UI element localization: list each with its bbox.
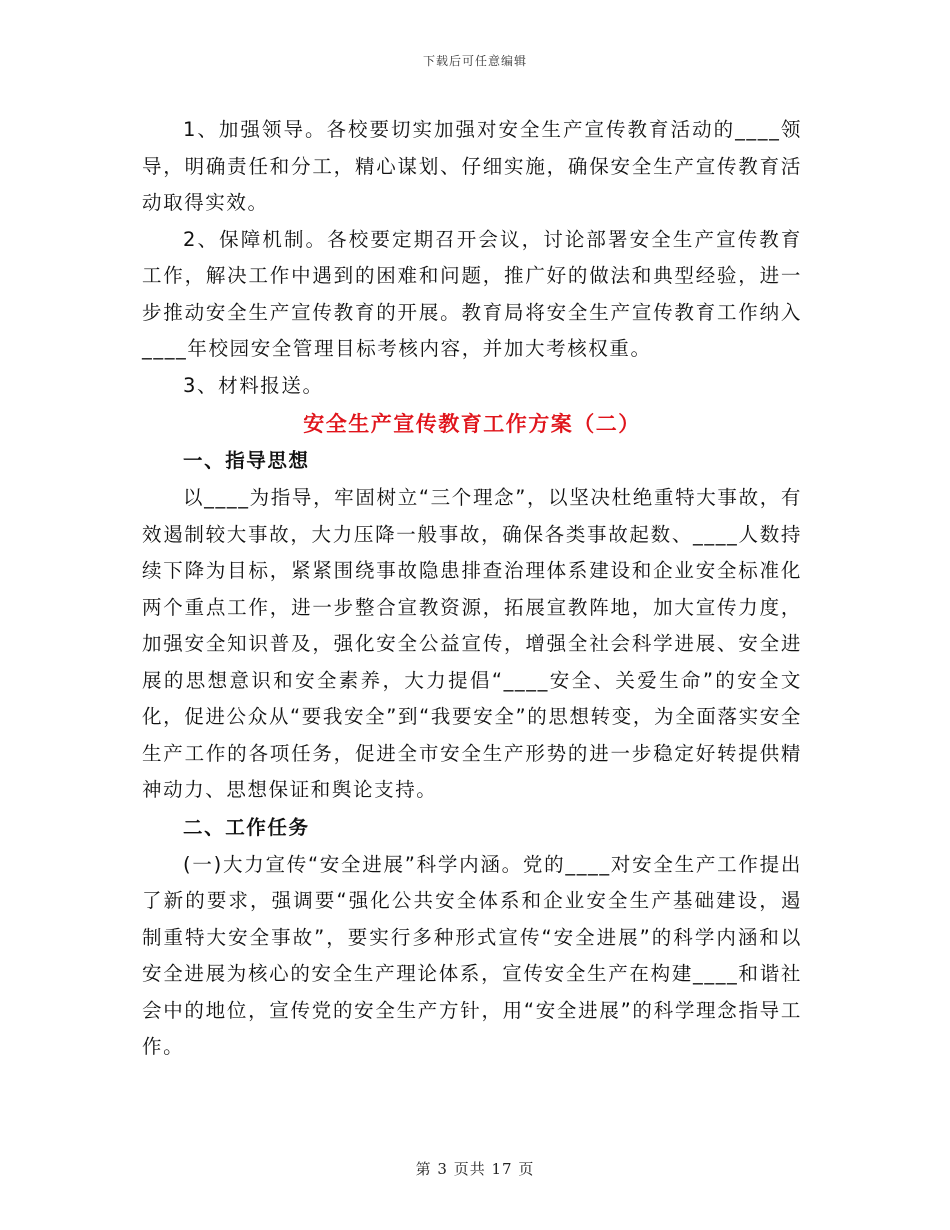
paragraph-mechanism: 2、保障机制。各校要定期召开会议，讨论部署安全生产宣传教育工作，解决工作中遇到的困难和问题，推广好的做法和典型经验，进一步推动安全生产宣传教育的开展。教育局将安全生产宣传教育工作纳入____年校园安全管理目标考核内容，并加大考核权重。 [142, 227, 802, 360]
page-number-footer: 第 3 页共 17 页 [415, 1160, 535, 1178]
paragraph-work-tasks: (一)大力宣传“安全进展”科学内涵。党的____对安全生产工作提出了新的要求，强调要“强化公共安全体系和企业安全生产基础建设，遏制重特大安全事故”，要实行多种形式宣传“安全进展”的科学内涵和以安全进展为核心的安全生产理论体系，宣传安全生产在构建____和谐社会中的地位，宣传党的安全生产方针，用“安全进展”的科学理念指导工作。 [142, 852, 802, 1058]
section-heading-guiding-ideology: 一、指导思想 [183, 449, 310, 472]
document-title: 安全生产宣传教育工作方案（二） [303, 412, 641, 436]
paragraph-leadership: 1、加强领导。各校要切实加强对安全生产宣传教育活动的____领导，明确责任和分工，精心谋划、仔细实施，确保安全生产宣传教育活动取得实效。 [142, 118, 802, 214]
section-heading-work-tasks: 二、工作任务 [183, 815, 310, 839]
page-header-note: 下载后可任意编辑 [422, 54, 527, 68]
paragraph-guiding-ideology: 以____为指导，牢固树立“三个理念”，以坚决杜绝重特大事故，有效遏制较大事故，大力压降一般事故，确保各类事故起数、____人数持续下降为目标，紧紧围绕事故隐患排查治理体系建设和企业安全标准化两个重点工作，进一步整合宣教资源，拓展宣教阵地，加大宣传力度，加强安全知识普及，强化安全公益宣传，增强全社会科学进展、安全进展的思想意识和安全素养，大力提倡“____安全、关爱生命”的安全文化，促进公众从“要我安全”到“我要安全”的思想转变，为全面落实安全生产工作的各项任务，促进全市安全生产形势的进一步稳定好转提供精神动力、思想保证和舆论支持。 [142, 486, 802, 801]
document-body [142, 112, 802, 1066]
paragraph-materials: 3、材料报送。 [183, 373, 324, 397]
